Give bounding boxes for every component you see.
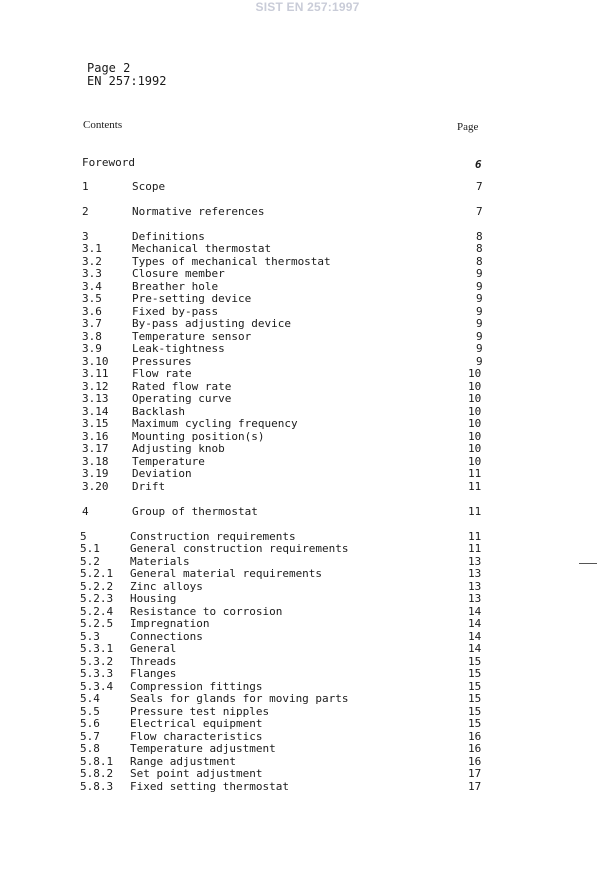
toc-entry-number: 5.8.3 — [80, 780, 114, 793]
toc-entry-title: Seals for glands for moving parts — [130, 692, 349, 705]
toc-entry-number: 3.14 — [82, 405, 109, 418]
toc-entry-number: 4 — [82, 505, 89, 518]
toc-entry-title: Definitions — [132, 230, 205, 243]
toc-entry-page: 10 — [468, 430, 482, 443]
toc-entry-number: 3.3 — [82, 267, 102, 280]
toc-entry-number: 5.2.3 — [80, 592, 114, 605]
toc-entry-page: 8 — [476, 255, 483, 268]
toc-entry-title: Types of mechanical thermostat — [132, 255, 331, 268]
toc-entry-number: 3.18 — [82, 455, 109, 468]
toc-entry-page: 15 — [468, 717, 482, 730]
toc-entry-page: 9 — [476, 317, 483, 330]
toc-entry-page: 15 — [468, 680, 482, 693]
toc-entry-title: Fixed by-pass — [132, 305, 219, 318]
toc-entry-page: 14 — [468, 642, 482, 655]
toc-entry-page: 10 — [468, 455, 482, 468]
toc-entry-number: 5.6 — [80, 717, 100, 730]
toc-entry-page: 14 — [468, 630, 482, 643]
toc-entry-number: 3.17 — [82, 442, 109, 455]
toc-entry-number: 3.1 — [82, 242, 102, 255]
toc-entry-title: Fixed setting thermostat — [130, 780, 289, 793]
toc-entry-title: Impregnation — [130, 617, 210, 630]
toc-entry-title: Breather hole — [132, 280, 219, 293]
toc-entry-page: 13 — [468, 592, 482, 605]
toc-entry-title: Construction requirements — [130, 530, 296, 543]
toc-entry-page: 10 — [468, 380, 482, 393]
toc-entry-title: Connections — [130, 630, 203, 643]
toc-entry-title: Threads — [130, 655, 177, 668]
foreword-title: Foreword — [82, 156, 135, 169]
toc-entry-page: 15 — [468, 667, 482, 680]
toc-entry-number: 5.8.1 — [80, 755, 114, 768]
toc-entry-title: Zinc alloys — [130, 580, 203, 593]
toc-entry-page: 15 — [468, 705, 482, 718]
toc-entry-title: General material requirements — [130, 567, 323, 580]
toc-entry-page: 9 — [476, 305, 483, 318]
toc-entry-number: 2 — [82, 205, 89, 218]
toc-entry-number: 3.10 — [82, 355, 109, 368]
toc-entry-page: 10 — [468, 417, 482, 430]
toc-entry-number: 3.16 — [82, 430, 109, 443]
toc-entry-number: 3.13 — [82, 392, 109, 405]
toc-entry-page: 9 — [476, 342, 483, 355]
toc-entry-title: Temperature adjustment — [130, 742, 276, 755]
toc-entry-number: 5.2 — [80, 555, 100, 568]
toc-entry-title: Operating curve — [132, 392, 232, 405]
toc-entry-page: 13 — [468, 555, 482, 568]
toc-entry-number: 5.2.2 — [80, 580, 114, 593]
foreword-page: 6 — [475, 158, 482, 171]
toc-entry-page: 14 — [468, 605, 482, 618]
toc-entry-number: 3.4 — [82, 280, 102, 293]
toc-entry-number: 5.3.4 — [80, 680, 114, 693]
toc-entry-title: Materials — [130, 555, 190, 568]
toc-entry-number: 3.9 — [82, 342, 102, 355]
toc-entry-title: Set point adjustment — [130, 767, 263, 780]
toc-entry-title: Temperature sensor — [132, 330, 252, 343]
toc-entry-title: Electrical equipment — [130, 717, 263, 730]
toc-entry-title: Housing — [130, 592, 177, 605]
toc-entry-page: 9 — [476, 355, 483, 368]
toc-entry-number: 1 — [82, 180, 89, 193]
toc-entry-number: 5.3 — [80, 630, 100, 643]
toc-entry-title: General construction requirements — [130, 542, 349, 555]
toc-entry-title: Range adjustment — [130, 755, 236, 768]
toc-entry-number: 5.1 — [80, 542, 100, 555]
toc-entry-number: 3.7 — [82, 317, 102, 330]
toc-entry-number: 3.12 — [82, 380, 109, 393]
document-id: EN 257:1992 — [87, 74, 167, 88]
toc-entry-page: 13 — [468, 580, 482, 593]
toc-entry-page: 9 — [476, 267, 483, 280]
page-label: Page 2 — [87, 61, 131, 75]
toc-entry-title: By-pass adjusting device — [132, 317, 291, 330]
toc-entry-number: 5.5 — [80, 705, 100, 718]
page-header — [87, 62, 166, 88]
toc-entry-page: 15 — [468, 692, 482, 705]
toc-entry-page: 7 — [476, 180, 483, 193]
toc-entry-number: 5.2.5 — [80, 617, 114, 630]
toc-entry-number: 3.5 — [82, 292, 102, 305]
contents-title: Contents — [83, 119, 123, 131]
toc-entry-page: 11 — [468, 505, 482, 518]
toc-entry-title: Flanges — [130, 667, 177, 680]
toc-entry-number: 3.8 — [82, 330, 102, 343]
toc-entry-number: 3.2 — [82, 255, 102, 268]
toc-entry-page: 10 — [468, 442, 482, 455]
toc-entry-page: 9 — [476, 292, 483, 305]
toc-entry-title: Mechanical thermostat — [132, 242, 272, 255]
page-column-heading: Page — [457, 121, 479, 133]
toc-entry-title: Scope — [132, 180, 166, 193]
toc-entry-page: 16 — [468, 742, 482, 755]
toc-entry-title: Leak-tightness — [132, 342, 225, 355]
toc-entry-number: 3.11 — [82, 367, 109, 380]
toc-entry-page: 11 — [468, 530, 482, 543]
toc-entry-number: 3 — [82, 230, 89, 243]
toc-entry-number: 5.3.1 — [80, 642, 114, 655]
toc-entry-title: Resistance to corrosion — [130, 605, 283, 618]
toc-entry-title: Rated flow rate — [132, 380, 232, 393]
toc-entry-number: 5.3.3 — [80, 667, 114, 680]
toc-entry-title: Deviation — [132, 467, 192, 480]
toc-entry-number: 3.19 — [82, 467, 109, 480]
toc-entry-number: 5.3.2 — [80, 655, 114, 668]
toc-entry-page: 13 — [468, 567, 482, 580]
toc-entry-page: 8 — [476, 242, 483, 255]
toc-entry-title: Normative references — [132, 205, 265, 218]
toc-entry-page: 16 — [468, 730, 482, 743]
toc-entry-page: 14 — [468, 617, 482, 630]
toc-entry-page: 9 — [476, 330, 483, 343]
toc-entry-title: Flow characteristics — [130, 730, 263, 743]
toc-entry-title: Drift — [132, 480, 166, 493]
toc-entry-number: 3.6 — [82, 305, 102, 318]
toc-entry-page: 16 — [468, 755, 482, 768]
toc-entry-number: 5.2.1 — [80, 567, 114, 580]
toc-entry-number: 3.15 — [82, 417, 109, 430]
toc-entry-number: 5.8 — [80, 742, 100, 755]
toc-entry-title: Flow rate — [132, 367, 192, 380]
toc-entry-page: 10 — [468, 392, 482, 405]
toc-entry-page: 7 — [476, 205, 483, 218]
toc-entry-page: 11 — [468, 480, 482, 493]
toc-entry-page: 15 — [468, 655, 482, 668]
toc-entry-page: 11 — [468, 542, 482, 555]
toc-entry-title: Group of thermostat — [132, 505, 258, 518]
toc-entry-number: 3.20 — [82, 480, 109, 493]
toc-entry-title: Temperature — [132, 455, 205, 468]
toc-entry-page: 17 — [468, 767, 482, 780]
margin-mark — [579, 563, 597, 564]
toc-entry-title: Pressure test nipples — [130, 705, 270, 718]
toc-entry-page: 17 — [468, 780, 482, 793]
toc-entry-page: 9 — [476, 280, 483, 293]
toc-entry-title: Maximum cycling frequency — [132, 417, 298, 430]
toc-entry-title: Pressures — [132, 355, 192, 368]
toc-entry-title: Closure member — [132, 267, 225, 280]
toc-entry-title: General — [130, 642, 177, 655]
toc-entry-title: Adjusting knob — [132, 442, 225, 455]
toc-entry-number: 5.4 — [80, 692, 100, 705]
watermark: SIST EN 257:1997 — [255, 0, 360, 14]
toc-entry-page: 10 — [468, 367, 482, 380]
toc-entry-number: 5.8.2 — [80, 767, 114, 780]
toc-entry-title: Compression fittings — [130, 680, 263, 693]
toc-entry-title: Backlash — [132, 405, 185, 418]
toc-entry-title: Mounting position(s) — [132, 430, 265, 443]
toc-entry-page: 8 — [476, 230, 483, 243]
toc-entry-number: 5 — [80, 530, 87, 543]
toc-entry-number: 5.7 — [80, 730, 100, 743]
toc-entry-title: Pre-setting device — [132, 292, 252, 305]
toc-entry-number: 5.2.4 — [80, 605, 114, 618]
toc-entry-page: 10 — [468, 405, 482, 418]
toc-entry-page: 11 — [468, 467, 482, 480]
